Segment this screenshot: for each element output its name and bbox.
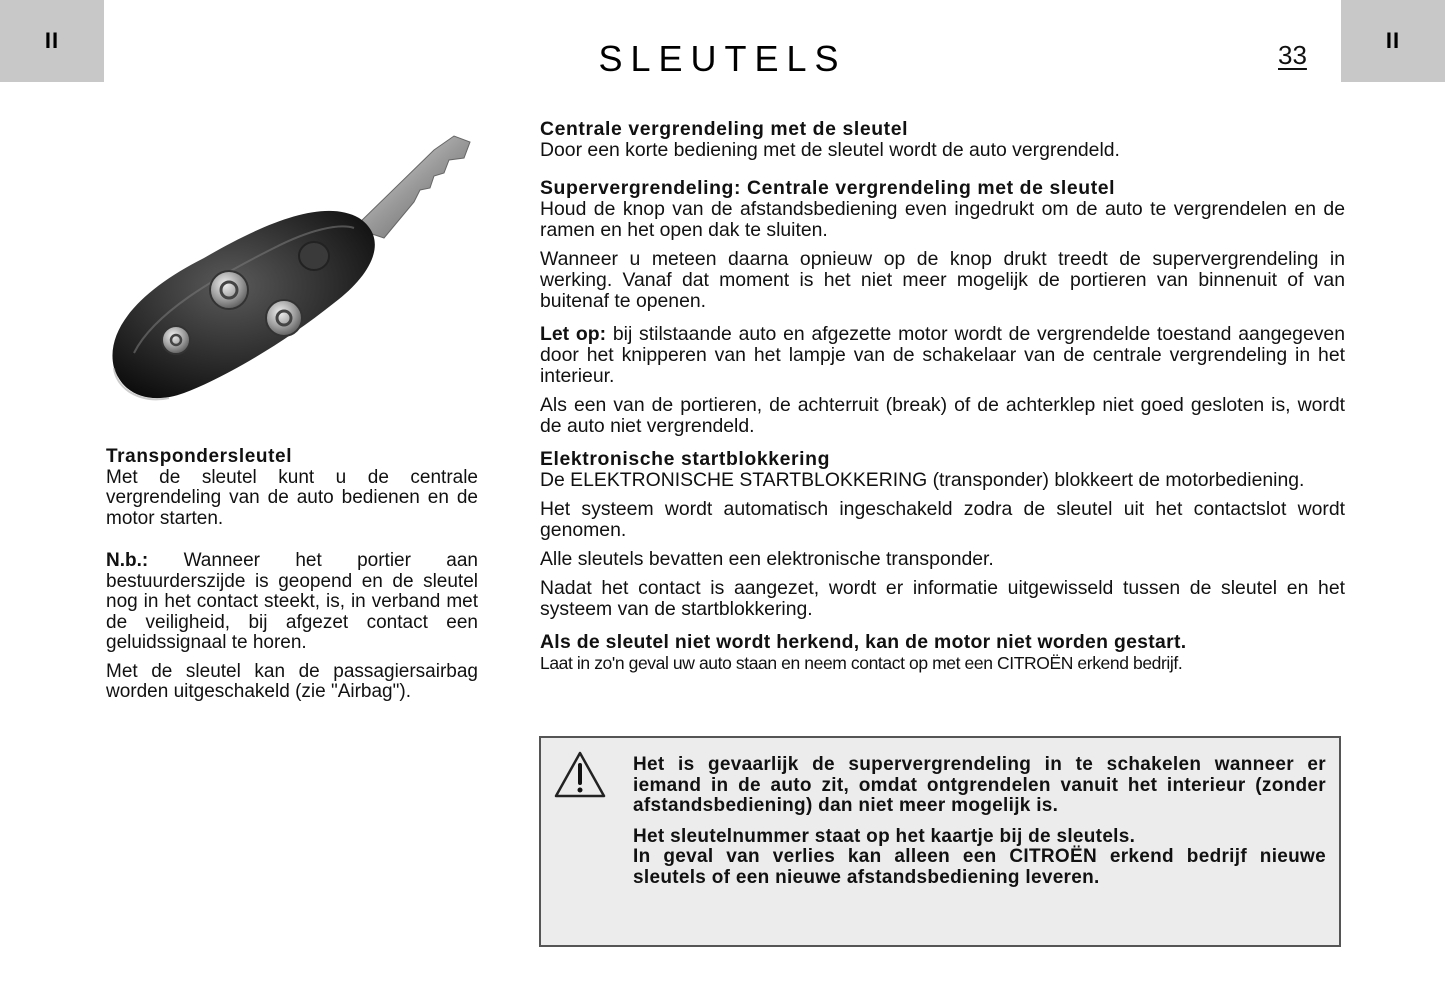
left-column [106, 447, 478, 703]
key-not-recognised-text: Als de sleutel niet wordt herkend, kan de motor niet worden gestart. [540, 631, 1187, 653]
immobiliser-text-3: Alle sleutels bevatten een elektronische transponder. [540, 548, 994, 570]
transponder-heading: Transpondersleutel [106, 446, 293, 467]
deadlocking-text-1: Houd de knop van de afstandsbediening even ingedrukt om de auto te vergrendelen en de ramen en het open dak te sluiten. [540, 198, 1345, 241]
deadlocking-heading: Supervergrendeling: Centrale vergrendeling met de sleutel [540, 177, 1116, 199]
warning-triangle-icon [553, 750, 607, 800]
page-title: SLEUTELS [598, 38, 847, 79]
central-locking-heading: Centrale vergrendeling met de sleutel [540, 118, 909, 140]
central-locking-text: Door een korte bediening met de sleutel wordt de auto vergrendeld. [540, 139, 1120, 161]
warning-box [539, 736, 1341, 947]
warning-deadlock-text: Het is gevaarlijk de supervergrendeling in te schakelen wanneer er iemand in de auto zit, omdat ontgrendelen vanuit het interieur (zonder afstandsbediening) dan niet meer mogelijk is. [633, 754, 1326, 816]
section-tab-right-label: II [1385, 28, 1401, 53]
transponder-text: Met de sleutel kunt u de centrale vergrendeling van de auto bedienen en de motor starten. [106, 466, 478, 529]
nb-label: N.b.: [106, 550, 149, 571]
nb-text: Wanneer het portier aan bestuurderszijde is geopend en de sleutel nog in het contact steekt, is, in verband met de veiligheid, bij afgezet contact een geluidssignaal te horen. [106, 550, 478, 653]
note-paragraph [540, 324, 1345, 387]
deadlocking-text-2: Wanneer u meteen daarna opnieuw op de knop drukt treedt de supervergrendeling in werking. Vanaf dat moment is het niet meer mogelijk de portieren van binnenuit of van buitenaf te openen. [540, 248, 1345, 312]
immobiliser-heading: Elektronische startblokkering [540, 448, 831, 470]
right-column [540, 119, 1345, 674]
nb-paragraph [106, 551, 478, 654]
section-tab-left-label: II [44, 28, 60, 53]
key-number-text: Het sleutelnummer staat op het kaartje bij de sleutels. [633, 825, 1136, 847]
page-number: 33 [1278, 40, 1307, 70]
note-label: Let op: [540, 323, 607, 345]
immobiliser-text-1: De ELEKTRONISCHE STARTBLOKKERING (transponder) blokkeert de motorbediening. [540, 469, 1305, 491]
door-not-closed-text: Als een van de portieren, de achterruit (break) of de achterklep niet goed gesloten is, wordt de auto niet vergrendeld. [540, 394, 1345, 437]
key-loss-text: In geval van verlies kan alleen een CITROËN erkend bedrijf nieuwe sleutels of een nieuwe afstandsbediening leveren. [633, 846, 1326, 888]
airbag-paragraph: Met de sleutel kan de passagiersairbag worden uitgeschakeld (zie "Airbag"). [106, 660, 478, 702]
immobiliser-text-4: Nadat het contact is aangezet, wordt er informatie uitgewisseld tussen de sleutel en het systeem van de startblokkering. [540, 577, 1345, 620]
remote-key-image [104, 128, 476, 413]
note-text: bij stilstaande auto en afgezette motor wordt de vergrendelde toestand aangegeven door het knipperen van het lampje van de schakelaar van de centrale vergrendeling in het interieur. [540, 323, 1345, 387]
warning-text [633, 755, 1326, 888]
contact-dealer-text: Laat in zo'n geval uw auto staan en neem contact op met een CITROËN erkend bedrijf. [540, 653, 1183, 673]
immobiliser-text-2: Het systeem wordt automatisch ingeschakeld zodra de sleutel uit het contactslot wordt genomen. [540, 498, 1345, 541]
